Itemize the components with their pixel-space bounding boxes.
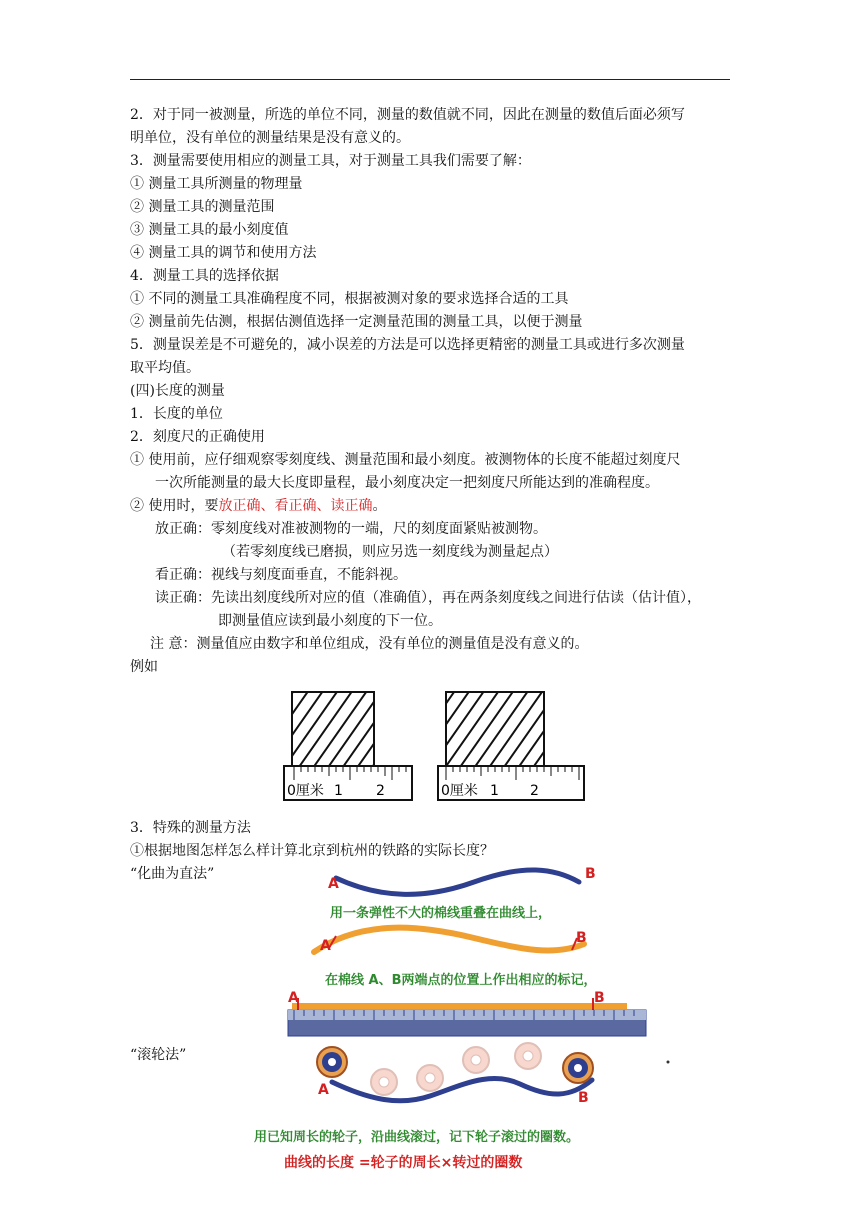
thread-point-b: B xyxy=(576,930,587,946)
wheel-ghost-2 xyxy=(417,1065,443,1091)
section-4-heading: (四)长度的测量 xyxy=(130,383,225,399)
wheel-roll-figure xyxy=(300,1036,680,1112)
item-2-suffix: 。 xyxy=(372,498,387,514)
method-straighten-label: “化曲为直法” xyxy=(130,866,215,882)
wheel-caption-1: 用已知周长的轮子，沿曲线滚过，记下轮子滚过的圈数。 xyxy=(254,1130,580,1145)
header-rule xyxy=(130,79,730,80)
length-unit-heading: 1．长度的单位 xyxy=(130,406,223,422)
straight-point-b: B xyxy=(594,990,605,1006)
place-correctly-note: （若零刻度线已磨损，则应另选一刻度线为测量起点） xyxy=(222,544,558,560)
curve-point-a: A xyxy=(328,876,339,892)
special-methods-question: ①根据地图怎样怎么样计算北京到杭州的铁路的实际长度？ xyxy=(130,843,494,859)
item-2-highlight: 放正确、看正确、读正确 xyxy=(218,498,373,514)
curve-caption-1: 用一条弹性不大的棉线重叠在曲线上， xyxy=(330,906,552,921)
para-3-item-2: ② 测量工具的测量范围 xyxy=(130,199,275,215)
para-3-item-4: ④ 测量工具的调节和使用方法 xyxy=(130,245,317,261)
wheel-ghost-3 xyxy=(463,1047,489,1073)
straight-point-a: A xyxy=(288,990,299,1006)
view-correctly-line: 看正确：视线与刻度面垂直，不能斜视。 xyxy=(155,567,407,583)
curve-point-b: B xyxy=(585,866,596,882)
para-3-item-3: ③ 测量工具的最小刻度值 xyxy=(130,222,289,238)
ruler-usage-item-1-line-1: ① 使用前，应仔细观察零刻度线、测量范围和最小刻度。被测物体的长度不能超过刻度尺 xyxy=(130,452,681,468)
para-5-line-1: 5．测量误差是不可避免的，减小误差的方法是可以选择更精密的测量工具或进行多次测量 xyxy=(130,337,685,353)
read-correctly-line-2: 即测量值应读到最小刻度的下一位。 xyxy=(218,613,442,629)
right-ruler-unit: 0厘米 xyxy=(441,783,478,799)
left-ruler-tick-1: 1 xyxy=(334,783,343,799)
wheel-start xyxy=(317,1047,347,1077)
thread-point-a: A xyxy=(320,938,331,954)
ruler-usage-item-1-line-2: 一次所能测量的最大长度即量程，最小刻度决定一把刻度尺所能达到的准确程度。 xyxy=(155,475,659,491)
para-3-heading: 3．测量需要使用相应的测量工具，对于测量工具我们需要了解： xyxy=(130,153,531,169)
note-line: 注 意：测量值应由数字和单位组成，没有单位的测量值是没有意义的。 xyxy=(150,636,589,652)
right-ruler-tick-1: 1 xyxy=(490,783,499,799)
ruler-usage-item-2 xyxy=(130,496,386,516)
left-ruler-unit: 0厘米 xyxy=(287,783,324,799)
para-2-line-2: 明单位，没有单位的测量结果是没有意义的。 xyxy=(130,130,410,146)
special-methods-heading: 3．特殊的测量方法 xyxy=(130,820,251,836)
wheel-ghost-1 xyxy=(371,1069,397,1095)
wheel-end xyxy=(563,1053,593,1083)
para-2-line-1: 2．对于同一被测量，所选的单位不同，测量的数值就不同，因此在测量的数值后面必须写 xyxy=(130,107,685,123)
wheel-ghost-4 xyxy=(515,1043,541,1069)
place-correctly-line: 放正确：零刻度线对准被测物的一端，尺的刻度面紧贴被测物。 xyxy=(155,521,547,537)
left-ruler-tick-2: 2 xyxy=(376,783,385,799)
wheel-caption-2: 曲线的长度 =轮子的周长×转过的圈数 xyxy=(284,1155,523,1171)
curve-caption-2: 在棉线 A、B两端点的位置上作出相应的标记， xyxy=(325,973,597,988)
para-3-item-1: ① 测量工具所测量的物理量 xyxy=(130,176,303,192)
para-4-item-1: ① 不同的测量工具准确程度不同，根据被测对象的要求选择合适的工具 xyxy=(130,291,569,307)
left-block xyxy=(292,692,374,766)
wheel-point-a: A xyxy=(318,1082,329,1098)
thread-on-curve xyxy=(314,928,584,952)
right-block xyxy=(446,692,544,766)
method-wheel-label: “滚轮法” xyxy=(130,1047,187,1063)
para-4-heading: 4．测量工具的选择依据 xyxy=(130,268,279,284)
wheel-point-b: B xyxy=(578,1090,589,1106)
example-label: 例如 xyxy=(130,659,158,675)
para-5-line-2: 取平均值。 xyxy=(130,360,200,376)
item-2-prefix: ② 使用时，要 xyxy=(130,498,219,514)
ruler-usage-heading: 2．刻度尺的正确使用 xyxy=(130,429,265,445)
right-ruler-tick-2: 2 xyxy=(530,783,539,799)
curve-line xyxy=(336,870,579,894)
para-4-item-2: ② 测量前先估测，根据估测值选择一定测量范围的测量工具，以便于测量 xyxy=(130,314,583,330)
ruler-measurement-figure xyxy=(268,684,598,808)
stray-dot xyxy=(667,1061,670,1064)
read-correctly-line-1: 读正确：先读出刻度线所对应的值（准确值），再在两条刻度线之间进行估读（估计值）， xyxy=(155,590,701,606)
